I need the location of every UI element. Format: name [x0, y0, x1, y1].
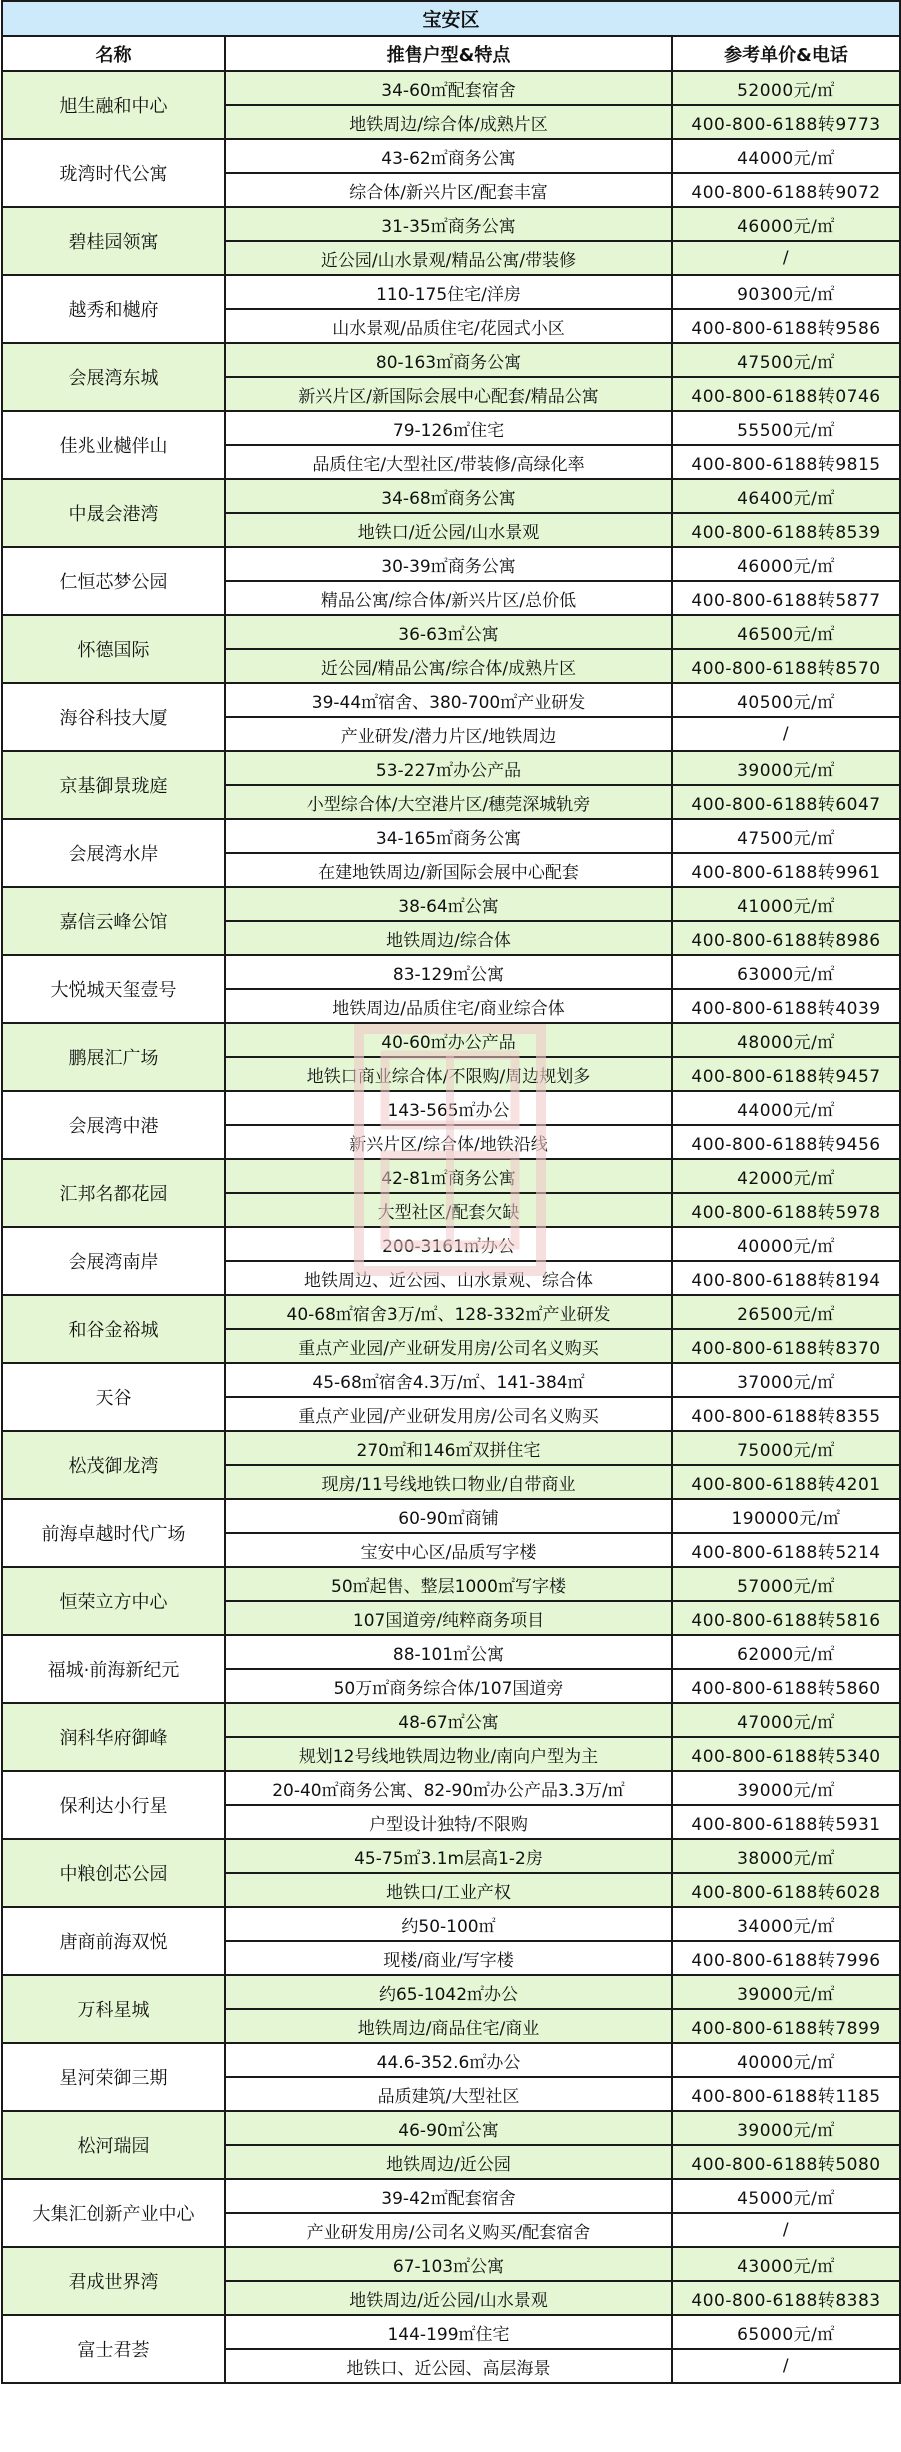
property-phone: 400-800-6188转9815: [672, 445, 900, 479]
table-row: [2, 479, 900, 513]
table-row: [2, 2315, 900, 2349]
property-phone: 400-800-6188转4201: [672, 1465, 900, 1499]
table-row: [2, 1907, 900, 1941]
property-price: 90300元/㎡: [672, 275, 900, 309]
property-type: 40-60㎡办公产品: [225, 1023, 672, 1057]
property-feature: 重点产业园/产业研发用房/公司名义购买: [225, 1329, 672, 1363]
table-title: 宝安区: [2, 1, 900, 36]
property-phone: 400-800-6188转6028: [672, 1873, 900, 1907]
property-name: 海谷科技大厦: [2, 683, 225, 751]
property-feature: 品质住宅/大型社区/带装修/高绿化率: [225, 445, 672, 479]
property-price: 46000元/㎡: [672, 547, 900, 581]
table-row: [2, 343, 900, 377]
property-feature: 地铁口商业综合体/不限购/周边规划多: [225, 1057, 672, 1091]
property-type: 约65-1042㎡办公: [225, 1975, 672, 2009]
property-feature: 近公园/精品公寓/综合体/成熟片区: [225, 649, 672, 683]
property-name: 嘉信云峰公馆: [2, 887, 225, 955]
table-row: [2, 819, 900, 853]
property-phone: 400-800-6188转9072: [672, 173, 900, 207]
table-row: [2, 1635, 900, 1669]
property-phone: 400-800-6188转8539: [672, 513, 900, 547]
property-name: 万科星城: [2, 1975, 225, 2043]
property-feature: 宝安中心区/品质写字楼: [225, 1533, 672, 1567]
property-price: 43000元/㎡: [672, 2247, 900, 2281]
title-row: [2, 1, 900, 36]
property-feature: 地铁周边/近公园/山水景观: [225, 2281, 672, 2315]
table-row: [2, 1839, 900, 1873]
property-type: 53-227㎡办公产品: [225, 751, 672, 785]
property-feature: 地铁周边/商品住宅/商业: [225, 2009, 672, 2043]
property-type: 43-62㎡商务公寓: [225, 139, 672, 173]
property-phone: 400-800-6188转8370: [672, 1329, 900, 1363]
property-name: 大集汇创新产业中心: [2, 2179, 225, 2247]
property-name: 润科华府御峰: [2, 1703, 225, 1771]
property-name: 珑湾时代公寓: [2, 139, 225, 207]
property-phone: 400-800-6188转0746: [672, 377, 900, 411]
property-type: 40-68㎡宿舍3万/㎡、128-332㎡产业研发: [225, 1295, 672, 1329]
table-row: [2, 2247, 900, 2281]
property-name: 中晟会港湾: [2, 479, 225, 547]
table-row: [2, 1159, 900, 1193]
property-feature: 新兴片区/新国际会展中心配套/精品公寓: [225, 377, 672, 411]
property-feature: 综合体/新兴片区/配套丰富: [225, 173, 672, 207]
property-name: 中粮创芯公园: [2, 1839, 225, 1907]
property-feature: 产业研发用房/公司名义购买/配套宿舍: [225, 2213, 672, 2247]
property-feature: 近公园/山水景观/精品公寓/带装修: [225, 241, 672, 275]
property-name: 富士君荟: [2, 2315, 225, 2383]
header-price-phone: 参考单价&电话: [672, 36, 900, 71]
table-row: [2, 683, 900, 717]
property-type: 110-175住宅/洋房: [225, 275, 672, 309]
property-feature: 地铁口/近公园/山水景观: [225, 513, 672, 547]
property-price: 62000元/㎡: [672, 1635, 900, 1669]
table-row: [2, 71, 900, 105]
property-price: 39000元/㎡: [672, 751, 900, 785]
property-price: 190000元/㎡: [672, 1499, 900, 1533]
property-type: 36-63㎡公寓: [225, 615, 672, 649]
property-price: 57000元/㎡: [672, 1567, 900, 1601]
table-row: [2, 751, 900, 785]
property-price: 26500元/㎡: [672, 1295, 900, 1329]
property-feature: 精品公寓/综合体/新兴片区/总价低: [225, 581, 672, 615]
property-price: 47500元/㎡: [672, 343, 900, 377]
property-name: 越秀和樾府: [2, 275, 225, 343]
property-type: 144-199㎡住宅: [225, 2315, 672, 2349]
property-type: 88-101㎡公寓: [225, 1635, 672, 1669]
property-feature: 地铁口、近公园、高层海景: [225, 2349, 672, 2383]
table-row: [2, 2043, 900, 2077]
table-row: [2, 955, 900, 989]
property-feature: 户型设计独特/不限购: [225, 1805, 672, 1839]
property-type: 20-40㎡商务公寓、82-90㎡办公产品3.3万/㎡: [225, 1771, 672, 1805]
property-phone: 400-800-6188转4039: [672, 989, 900, 1023]
property-name: 大悦城天玺壹号: [2, 955, 225, 1023]
property-type: 34-68㎡商务公寓: [225, 479, 672, 513]
property-type: 143-565㎡办公: [225, 1091, 672, 1125]
property-feature: 规划12号线地铁周边物业/南向户型为主: [225, 1737, 672, 1771]
property-feature: 大型社区/配套欠缺: [225, 1193, 672, 1227]
property-name: 松河瑞园: [2, 2111, 225, 2179]
property-type: 42-81㎡商务公寓: [225, 1159, 672, 1193]
property-price: 46400元/㎡: [672, 479, 900, 513]
property-feature: 50万㎡商务综合体/107国道旁: [225, 1669, 672, 1703]
property-phone: 400-800-6188转9456: [672, 1125, 900, 1159]
property-feature: 现楼/商业/写字楼: [225, 1941, 672, 1975]
property-feature: 地铁周边、近公园、山水景观、综合体: [225, 1261, 672, 1295]
property-table: [1, 0, 901, 2384]
property-type: 46-90㎡公寓: [225, 2111, 672, 2145]
property-phone: 400-800-6188转5214: [672, 1533, 900, 1567]
property-name: 松茂御龙湾: [2, 1431, 225, 1499]
property-name: 佳兆业樾伴山: [2, 411, 225, 479]
property-name: 天谷: [2, 1363, 225, 1431]
property-price: 47500元/㎡: [672, 819, 900, 853]
property-name: 和谷金裕城: [2, 1295, 225, 1363]
property-phone: 400-800-6188转5860: [672, 1669, 900, 1703]
property-name: 怀德国际: [2, 615, 225, 683]
property-price: 37000元/㎡: [672, 1363, 900, 1397]
property-feature: 地铁周边/综合体/成熟片区: [225, 105, 672, 139]
table-row: [2, 207, 900, 241]
property-name: 星河荣御三期: [2, 2043, 225, 2111]
property-price: 46500元/㎡: [672, 615, 900, 649]
table-row: [2, 1771, 900, 1805]
property-price: 34000元/㎡: [672, 1907, 900, 1941]
property-type: 38-64㎡公寓: [225, 887, 672, 921]
property-phone: 400-800-6188转5978: [672, 1193, 900, 1227]
property-feature: 地铁口/工业产权: [225, 1873, 672, 1907]
table-row: [2, 1567, 900, 1601]
property-phone: 400-800-6188转6047: [672, 785, 900, 819]
property-name: 君成世界湾: [2, 2247, 225, 2315]
property-phone: /: [672, 717, 900, 751]
property-feature: 在建地铁周边/新国际会展中心配套: [225, 853, 672, 887]
property-phone: 400-800-6188转8355: [672, 1397, 900, 1431]
table-row: [2, 887, 900, 921]
property-price: 38000元/㎡: [672, 1839, 900, 1873]
property-phone: 400-800-6188转5816: [672, 1601, 900, 1635]
property-type: 83-129㎡公寓: [225, 955, 672, 989]
property-type: 79-126㎡住宅: [225, 411, 672, 445]
property-price: 52000元/㎡: [672, 71, 900, 105]
property-type: 45-68㎡宿舍4.3万/㎡、141-384㎡: [225, 1363, 672, 1397]
property-name: 恒荣立方中心: [2, 1567, 225, 1635]
property-phone: 400-800-6188转5080: [672, 2145, 900, 2179]
property-name: 前海卓越时代广场: [2, 1499, 225, 1567]
property-phone: /: [672, 2213, 900, 2247]
property-phone: 400-800-6188转9586: [672, 309, 900, 343]
table-row: [2, 1363, 900, 1397]
property-name: 京基御景珑庭: [2, 751, 225, 819]
property-price: 39000元/㎡: [672, 2111, 900, 2145]
table-row: [2, 139, 900, 173]
property-price: 39000元/㎡: [672, 1771, 900, 1805]
table-row: [2, 1295, 900, 1329]
table-row: [2, 1499, 900, 1533]
property-phone: 400-800-6188转5931: [672, 1805, 900, 1839]
header-type-feature: 推售户型&特点: [225, 36, 672, 71]
property-feature: 107国道旁/纯粹商务项目: [225, 1601, 672, 1635]
property-price: 44000元/㎡: [672, 139, 900, 173]
property-feature: 新兴片区/综合体/地铁沿线: [225, 1125, 672, 1159]
property-phone: 400-800-6188转5877: [672, 581, 900, 615]
property-type: 39-42㎡配套宿舍: [225, 2179, 672, 2213]
property-type: 34-165㎡商务公寓: [225, 819, 672, 853]
header-row: [2, 36, 900, 71]
property-type: 60-90㎡商铺: [225, 1499, 672, 1533]
property-phone: 400-800-6188转8194: [672, 1261, 900, 1295]
property-type: 44.6-352.6㎡办公: [225, 2043, 672, 2077]
property-phone: 400-800-6188转9773: [672, 105, 900, 139]
property-name: 旭生融和中心: [2, 71, 225, 139]
table-row: [2, 1975, 900, 2009]
header-name: 名称: [2, 36, 225, 71]
property-price: 48000元/㎡: [672, 1023, 900, 1057]
property-feature: 地铁周边/品质住宅/商业综合体: [225, 989, 672, 1023]
property-price: 55500元/㎡: [672, 411, 900, 445]
property-name: 碧桂园领寓: [2, 207, 225, 275]
property-phone: 400-800-6188转7996: [672, 1941, 900, 1975]
property-name: 仁恒芯梦公园: [2, 547, 225, 615]
property-type: 200-3161㎡办公: [225, 1227, 672, 1261]
property-feature: 地铁周边/综合体: [225, 921, 672, 955]
property-name: 保利达小行星: [2, 1771, 225, 1839]
property-name: 会展湾水岸: [2, 819, 225, 887]
property-type: 67-103㎡公寓: [225, 2247, 672, 2281]
table-row: [2, 1431, 900, 1465]
property-feature: 产业研发/潜力片区/地铁周边: [225, 717, 672, 751]
property-price: 41000元/㎡: [672, 887, 900, 921]
table-row: [2, 547, 900, 581]
property-phone: /: [672, 2349, 900, 2383]
property-name: 会展湾中港: [2, 1091, 225, 1159]
property-phone: 400-800-6188转8383: [672, 2281, 900, 2315]
property-name: 福城·前海新纪元: [2, 1635, 225, 1703]
property-type: 270㎡和146㎡双拼住宅: [225, 1431, 672, 1465]
property-phone: 400-800-6188转1185: [672, 2077, 900, 2111]
property-name: 会展湾南岸: [2, 1227, 225, 1295]
property-feature: 小型综合体/大空港片区/穗莞深城轨旁: [225, 785, 672, 819]
property-price: 42000元/㎡: [672, 1159, 900, 1193]
property-type: 39-44㎡宿舍、380-700㎡产业研发: [225, 683, 672, 717]
property-price: 63000元/㎡: [672, 955, 900, 989]
table-row: [2, 275, 900, 309]
property-type: 30-39㎡商务公寓: [225, 547, 672, 581]
property-phone: /: [672, 241, 900, 275]
property-price: 46000元/㎡: [672, 207, 900, 241]
property-name: 鹏展汇广场: [2, 1023, 225, 1091]
table-row: [2, 1091, 900, 1125]
property-phone: 400-800-6188转9961: [672, 853, 900, 887]
property-feature: 地铁周边/近公园: [225, 2145, 672, 2179]
property-type: 80-163㎡商务公寓: [225, 343, 672, 377]
property-feature: 品质建筑/大型社区: [225, 2077, 672, 2111]
property-type: 50㎡起售、整层1000㎡写字楼: [225, 1567, 672, 1601]
property-feature: 现房/11号线地铁口物业/自带商业: [225, 1465, 672, 1499]
table-row: [2, 1227, 900, 1261]
property-type: 45-75㎡3.1m层高1-2房: [225, 1839, 672, 1873]
property-name: 会展湾东城: [2, 343, 225, 411]
property-phone: 400-800-6188转5340: [672, 1737, 900, 1771]
property-price: 40000元/㎡: [672, 1227, 900, 1261]
property-type: 约50-100㎡: [225, 1907, 672, 1941]
table-row: [2, 2111, 900, 2145]
property-phone: 400-800-6188转9457: [672, 1057, 900, 1091]
table-row: [2, 1703, 900, 1737]
property-price: 40000元/㎡: [672, 2043, 900, 2077]
property-price: 39000元/㎡: [672, 1975, 900, 2009]
table-row: [2, 2179, 900, 2213]
property-type: 34-60㎡配套宿舍: [225, 71, 672, 105]
property-price: 44000元/㎡: [672, 1091, 900, 1125]
property-name: 汇邦名都花园: [2, 1159, 225, 1227]
property-name: 唐商前海双悦: [2, 1907, 225, 1975]
property-type: 31-35㎡商务公寓: [225, 207, 672, 241]
property-feature: 山水景观/品质住宅/花园式小区: [225, 309, 672, 343]
property-phone: 400-800-6188转8986: [672, 921, 900, 955]
table-row: [2, 411, 900, 445]
property-phone: 400-800-6188转7899: [672, 2009, 900, 2043]
property-price: 65000元/㎡: [672, 2315, 900, 2349]
table-row: [2, 1023, 900, 1057]
property-price: 45000元/㎡: [672, 2179, 900, 2213]
property-feature: 重点产业园/产业研发用房/公司名义购买: [225, 1397, 672, 1431]
property-phone: 400-800-6188转8570: [672, 649, 900, 683]
table-row: [2, 615, 900, 649]
property-price: 47000元/㎡: [672, 1703, 900, 1737]
property-price: 40500元/㎡: [672, 683, 900, 717]
property-price: 75000元/㎡: [672, 1431, 900, 1465]
property-type: 48-67㎡公寓: [225, 1703, 672, 1737]
